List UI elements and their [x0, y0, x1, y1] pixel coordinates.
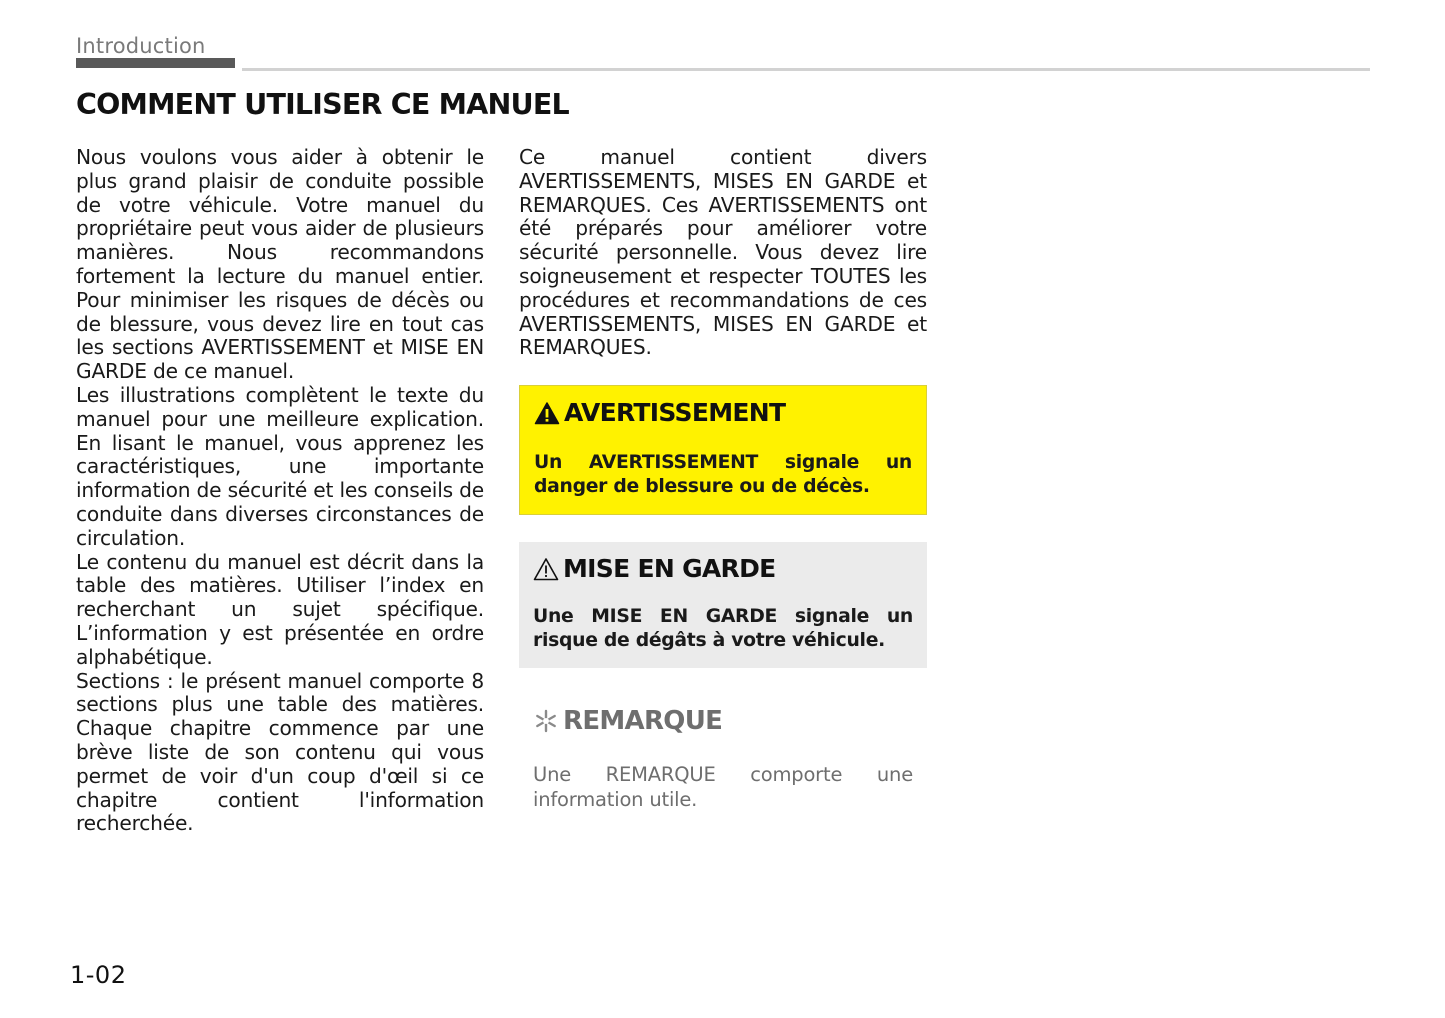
warning-callout-body: Un AVERTISSEMENT signale un danger de blessure ou de décès. [534, 452, 912, 497]
paragraph: Le contenu du manuel est décrit dans la table des matières. Utiliser l’index en recherchant un sujet spécifique. L’information y est présentée en ordre alphabétique. [76, 549, 484, 669]
section-bar [76, 58, 235, 68]
right-column [519, 146, 927, 360]
paragraph: Les illustrations complètent le texte du manuel pour une meilleure explication. En lisant le manuel, vous apprenez les caractéristiques, une importante information de sécurité et les conseils de conduite dans diverses circonstances de circulation. [76, 382, 484, 550]
caution-callout-title: MISE EN GARDE [563, 554, 776, 583]
warning-callout [519, 385, 927, 515]
caution-callout-body: Une MISE EN GARDE signale un risque de dégâts à votre véhicule. [533, 606, 913, 651]
section-label: Introduction [76, 34, 206, 58]
paragraph: Ce manuel contient divers AVERTISSEMENTS, MISES EN GARDE et REMARQUES. Ces AVERTISSEMENTS ont été préparés pour améliorer votre sécurité personnelle. Vous devez lire soigneusement et respecter TOUTES les procédures et recommandations de ces AVERTISSEMENTS, MISES EN GARDE et REMARQUES. [519, 145, 927, 360]
paragraph: Nous voulons vous aider à obtenir le plus grand plaisir de conduite possible de votre véhicule. Votre manuel du propriétaire peut vous aider de plusieurs manières. Nous recommandons fortement la lecture du manuel entier. Pour minimiser les risques de décès ou de blessure, vous devez lire en tout cas les sections AVERTISSEMENT et MISE EN GARDE de ce manuel. [76, 145, 484, 384]
left-column [76, 146, 484, 836]
note-callout [519, 700, 927, 830]
warning-callout-header [534, 398, 912, 427]
note-callout-body: Une REMARQUE comporte une information utile. [533, 763, 913, 811]
warning-filled-triangle-icon [534, 400, 560, 426]
caution-callout-header [533, 554, 913, 583]
page-number: 1-02 [70, 961, 127, 989]
asterisk-icon [533, 708, 559, 734]
warning-callout-title: AVERTISSEMENT [564, 398, 786, 427]
note-callout-header [533, 706, 913, 736]
header-divider [242, 68, 1370, 71]
caution-callout [519, 542, 927, 668]
note-callout-title: REMARQUE [563, 706, 723, 736]
paragraph: Sections : le présent manuel comporte 8 sections plus une table des matières. Chaque chapitre commence par une brève liste de son contenu qui vous permet de voir d'un coup d'œil si ce chapitre contient l'information recherchée. [76, 668, 484, 836]
warning-outline-triangle-icon [533, 556, 559, 582]
page-title: COMMENT UTILISER CE MANUEL [76, 88, 569, 121]
